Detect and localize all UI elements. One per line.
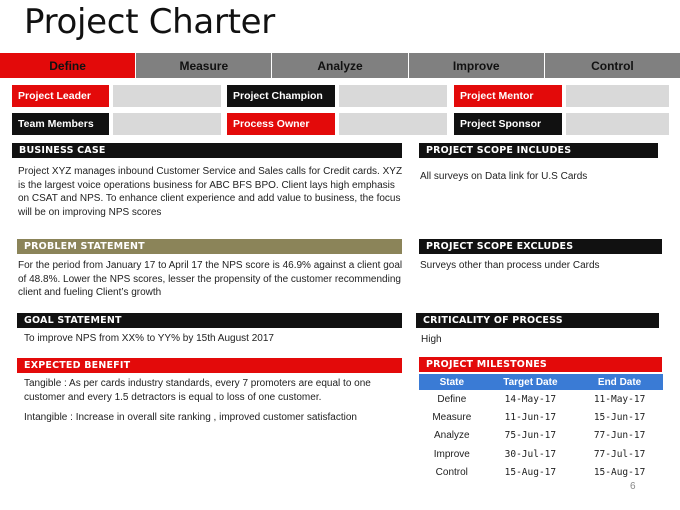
col-state: State: [419, 374, 485, 390]
phase-improve: Improve: [409, 53, 545, 78]
col-end-date: End Date: [576, 374, 663, 390]
phase-control: Control: [545, 53, 680, 78]
phase-bar: [0, 53, 680, 78]
project-champion-label: Project Champion: [227, 85, 335, 107]
goal-statement-text: To improve NPS from XX% to YY% by 15th August 2017: [24, 333, 274, 344]
target-date-cell: 14-May-17: [504, 393, 557, 405]
expected-benefit-header: EXPECTED BENEFIT: [17, 358, 402, 373]
end-date-cell: 77-Jul-17: [593, 448, 646, 460]
business-case-header: BUSINESS CASE: [12, 143, 402, 158]
end-date-cell: 15-Aug-17: [593, 467, 646, 479]
end-date-cell: 15-Jun-17: [593, 412, 646, 424]
project-leader-value: [113, 85, 221, 107]
team-members-label: Team Members: [12, 113, 109, 135]
expected-benefit-tangible: Tangible : As per cards industry standards, every 7 promoters are equal to one customer and every 1.5 detractors is equal to loss of one customer.: [24, 378, 371, 403]
milestones-header: PROJECT MILESTONES: [419, 357, 662, 372]
table-row: [419, 464, 663, 482]
milestones-header-row: [419, 374, 663, 390]
phase-measure: Measure: [136, 53, 272, 78]
table-row: [419, 445, 663, 463]
phase-analyze: Analyze: [272, 53, 408, 78]
project-champion-value: [339, 85, 447, 107]
target-date-cell: 15-Aug-17: [504, 467, 557, 479]
page-number: 6: [630, 481, 636, 492]
state-cell: Measure: [432, 412, 472, 424]
problem-statement-text: For the period from January 17 to April 17 the NPS score is 46.9% against a client goal of 48.8%. Lower the NPS scores, lesser the propensity of the customer recommending client and fueling Client’s growth: [18, 260, 403, 298]
target-date-cell: 75-Jun-17: [504, 430, 557, 442]
milestones-table: [419, 374, 663, 482]
state-cell: Control: [435, 467, 468, 479]
scope-excludes-header: PROJECT SCOPE EXCLUDES: [419, 239, 662, 254]
scope-includes-text: All surveys on Data link for U.S Cards: [420, 171, 588, 182]
scope-includes-header: PROJECT SCOPE INCLUDES: [419, 143, 658, 158]
goal-statement-header: GOAL STATEMENT: [17, 313, 402, 328]
project-mentor-value: [566, 85, 669, 107]
process-owner-value: [339, 113, 447, 135]
scope-excludes-text: Surveys other than process under Cards: [420, 260, 600, 271]
table-row: [419, 427, 663, 445]
state-cell: Analyze: [434, 430, 470, 442]
end-date-cell: 77-Jun-17: [593, 430, 646, 442]
target-date-cell: 30-Jul-17: [504, 448, 557, 460]
business-case-text: Project XYZ manages inbound Customer Service and Sales calls for Credit cards. XYZ is the largest voice operations business for ABC BFS BPO. Client lays high emphasis on CSAT and NPS. To enhance client experience and add value to business, the focus will be on improving NPS scores: [18, 166, 403, 218]
page-title: Project Charter: [24, 2, 275, 42]
table-row: [419, 408, 663, 426]
problem-statement-header: PROBLEM STATEMENT: [17, 239, 402, 254]
expected-benefit-intangible: Intangible : Increase in overall site ranking , improved customer satisfaction: [24, 412, 357, 423]
criticality-header: CRITICALITY OF PROCESS: [416, 313, 659, 328]
project-leader-label: Project Leader: [12, 85, 109, 107]
phase-define: Define: [0, 53, 136, 78]
team-members-value: [113, 113, 221, 135]
process-owner-label: Process Owner: [227, 113, 335, 135]
table-row: [419, 390, 663, 408]
project-sponsor-label: Project Sponsor: [454, 113, 562, 135]
project-mentor-label: Project Mentor: [454, 85, 562, 107]
criticality-text: High: [421, 334, 442, 345]
col-target-date: Target Date: [485, 374, 577, 390]
state-cell: Improve: [433, 448, 470, 460]
state-cell: Define: [437, 393, 467, 405]
target-date-cell: 11-Jun-17: [504, 412, 557, 424]
project-sponsor-value: [566, 113, 669, 135]
end-date-cell: 11-May-17: [593, 393, 646, 405]
